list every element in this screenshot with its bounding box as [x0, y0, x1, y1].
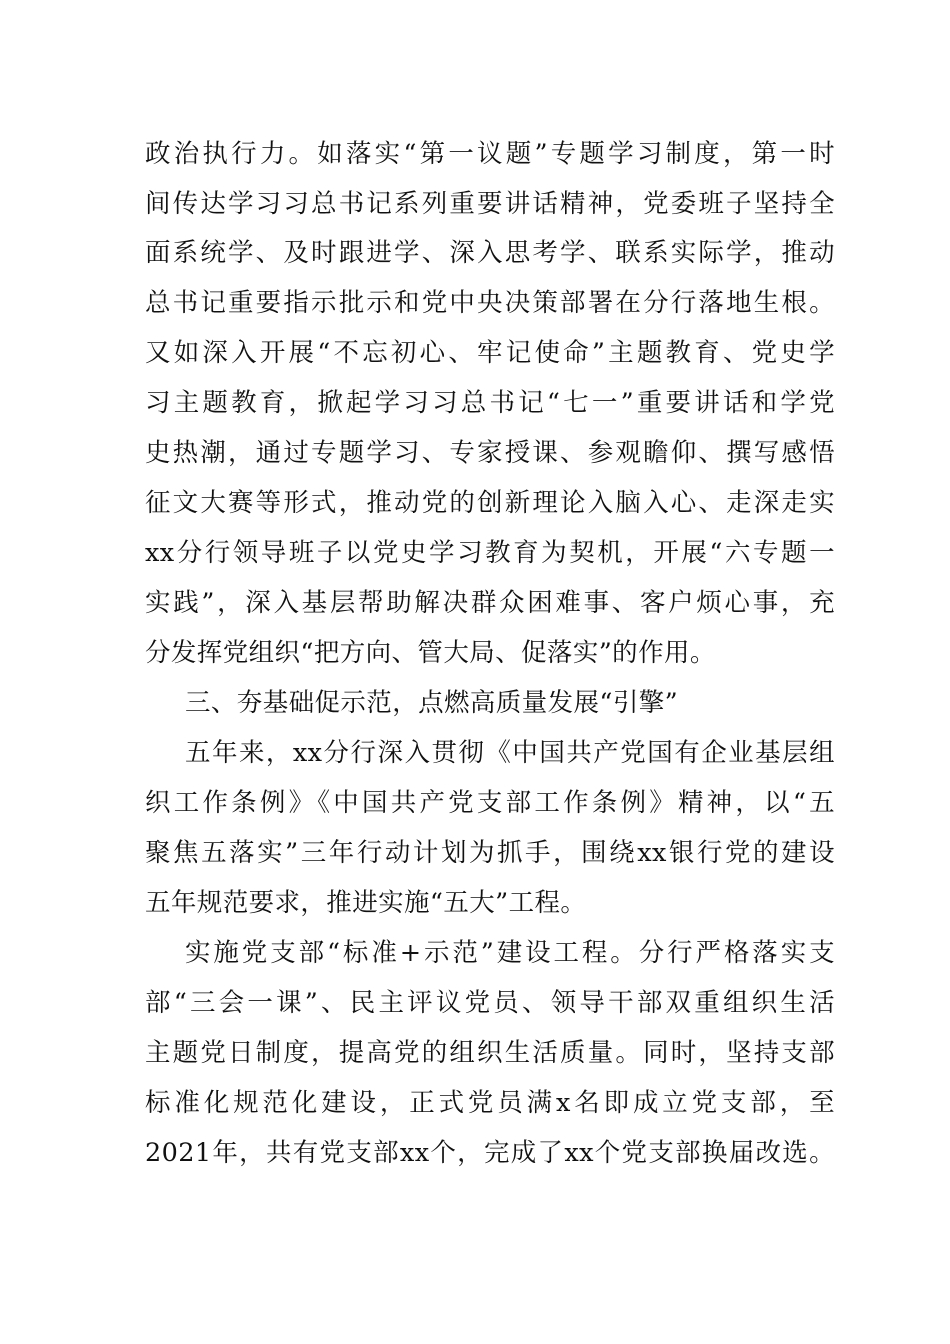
text-line: 史热潮，通过专题学习、专家授课、参观瞻仰、撰写感悟	[145, 438, 835, 468]
text-line: 主题党日制度，提高党的组织生活质量。同时，坚持支部	[145, 1038, 835, 1068]
section-heading: 三、夯基础促示范，点燃高质量发展“引擎”	[185, 688, 679, 718]
text-line: 总书记重要指示批示和党中央决策部署在分行落地生根。	[145, 288, 835, 318]
text-line: 标准化规范化建设，正式党员满x名即成立党支部，至	[145, 1088, 835, 1118]
text-line: 间传达学习习总书记系列重要讲话精神，党委班子坚持全	[145, 189, 835, 219]
text-line: 五年规范要求，推进实施“五大”工程。	[145, 888, 587, 918]
text-line: 部“三会一课”、民主评议党员、领导干部双重组织生活	[145, 988, 835, 1018]
text-line: 习主题教育，掀起学习习总书记“七一”重要讲话和学党	[145, 388, 835, 418]
text-line: 实施党支部“标准+示范”建设工程。分行严格落实支	[185, 938, 835, 968]
text-line: 政治执行力。如落实“第一议题”专题学习制度，第一时	[145, 139, 835, 169]
text-line: 面系统学、及时跟进学、深入思考学、联系实际学，推动	[145, 238, 835, 268]
text-line: 分发挥党组织“把方向、管大局、促落实”的作用。	[145, 638, 716, 668]
text-line: 实践”，深入基层帮助解决群众困难事、客户烦心事，充	[145, 588, 835, 618]
text-line: 织工作条例》《中国共产党支部工作条例》精神，以“五	[145, 788, 835, 818]
text-line: xx分行领导班子以党史学习教育为契机，开展“六专题一	[145, 538, 835, 568]
text-line: 聚焦五落实”三年行动计划为抓手，围绕xx银行党的建设	[145, 838, 835, 868]
text-line: 五年来，xx分行深入贯彻《中国共产党国有企业基层组	[185, 738, 835, 768]
text-line: 2021年，共有党支部xx个，完成了xx个党支部换届改选。	[145, 1138, 835, 1168]
text-line: 征文大赛等形式，推动党的创新理论入脑入心、走深走实	[145, 488, 835, 518]
text-line: 又如深入开展“不忘初心、牢记使命”主题教育、党史学	[145, 338, 835, 368]
